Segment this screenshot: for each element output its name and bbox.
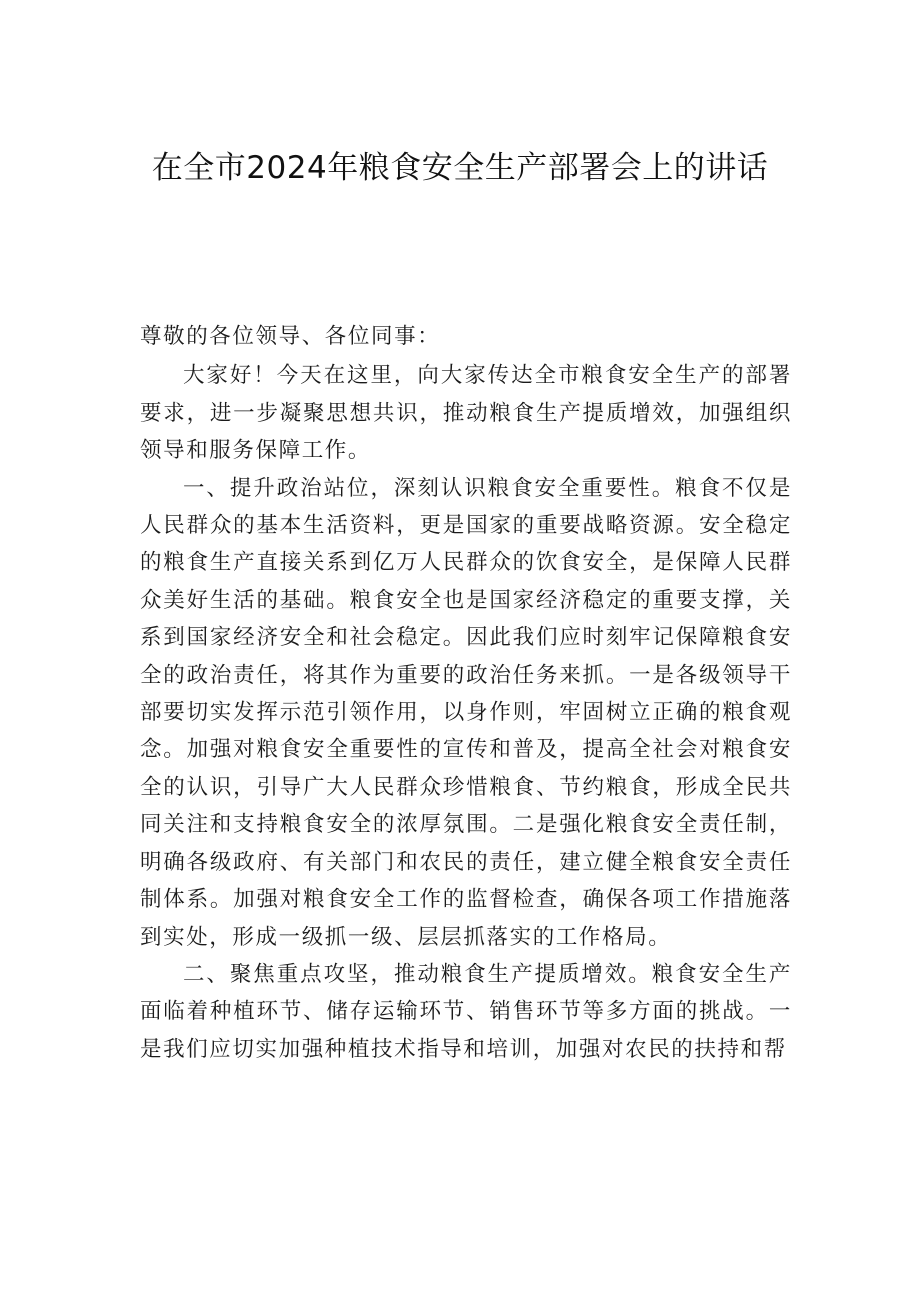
salutation: 尊敬的各位领导、各位同事：: [140, 324, 441, 349]
paragraph-section-one: 一、提升政治站位，深刻认识粮食安全重要性。粮食不仅是人民群众的基本生活资料，更是国家的重要战略资源。安全稳定的粮食生产直接关系到亿万人民群众的饮食安全，是保障人民群众美好生活的基础。粮食安全也是国家经济稳定的重要支撑，关系到国家经济安全和社会稳定。因此我们应时刻牢记保障粮食安全的政治责任，将其作为重要的政治任务来抓。一是各级领导干部要切实发挥示范引领作用，以身作则，牢固树立正确的粮食观念。加强对粮食安全重要性的宣传和普及，提高全社会对粮食安全的认识，引导广大人民群众珍惜粮食、节约粮食，形成全民共同关注和支持粮食安全的浓厚氛围。二是强化粮食安全责任制，明确各级政府、有关部门和农民的责任，建立健全粮食安全责任制体系。加强对粮食安全工作的监督检查，确保各项工作措施落到实处，形成一级抓一级、层层抓落实的工作格局。: [140, 475, 792, 950]
paragraph-section-two: 二、聚焦重点攻坚，推动粮食生产提质增效。粮食安全生产面临着种植环节、储存运输环节、销售环节等多方面的挑战。一是我们应切实加强种植技术指导和培训，加强对农民的扶持和帮: [140, 961, 792, 1062]
document-body: [140, 318, 792, 1068]
paragraph-greeting: 大家好！今天在这里，向大家传达全市粮食安全生产的部署要求，进一步凝聚思想共识，推动粮食生产提质增效，加强组织领导和服务保障工作。: [140, 363, 792, 464]
document-title: 在全市2024年粮食安全生产部署会上的讲话: [151, 150, 769, 186]
